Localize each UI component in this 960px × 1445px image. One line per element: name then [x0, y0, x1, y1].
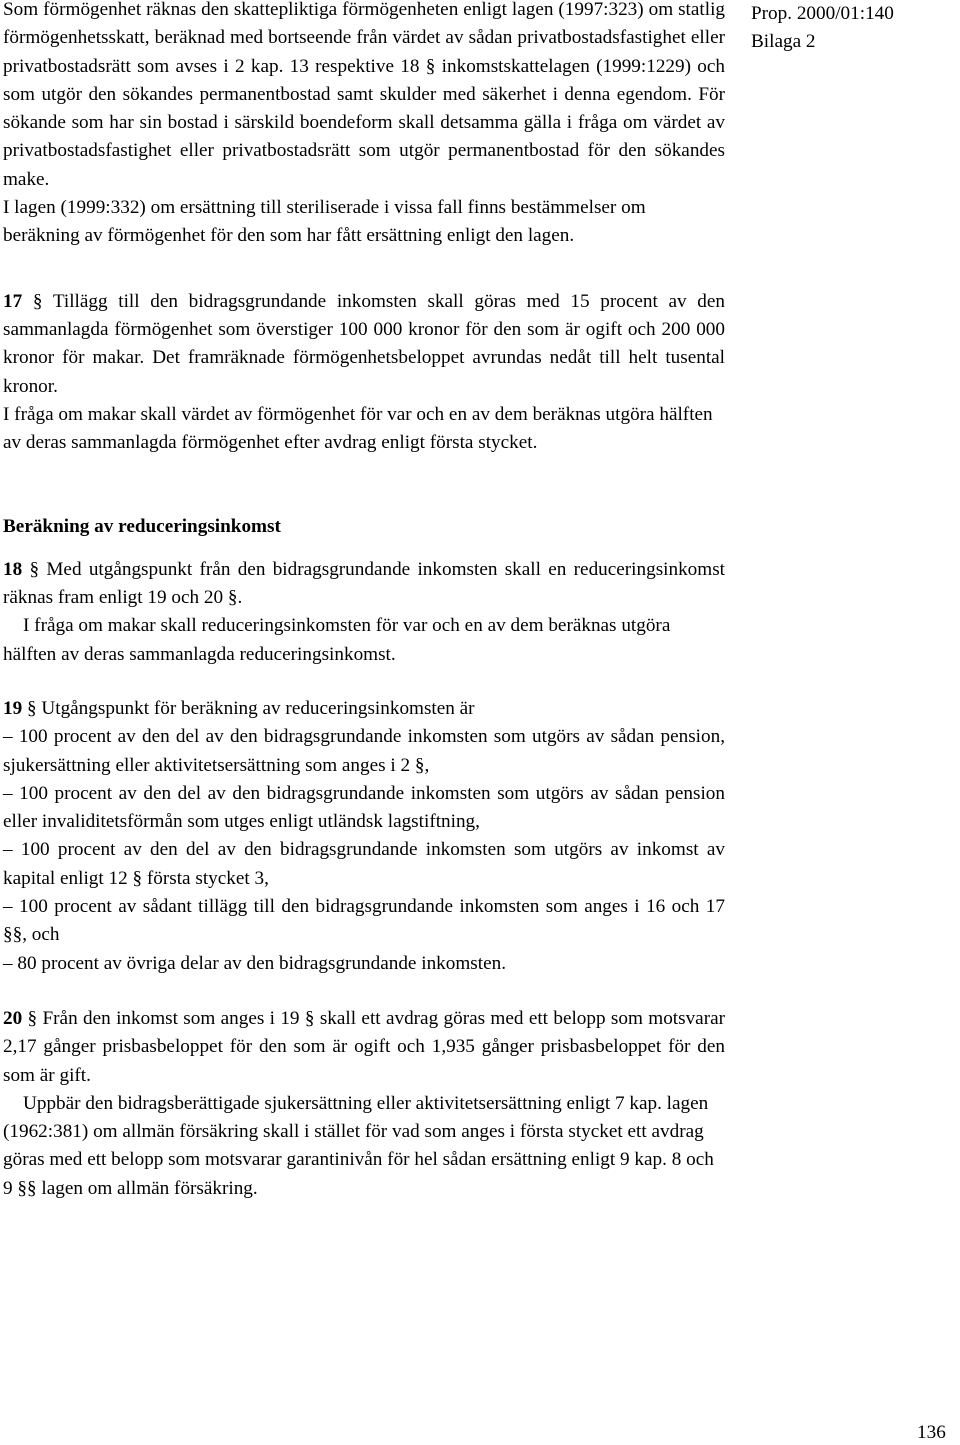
paragraph: I fråga om makar skall reduceringsinkomsten för var och en av dem beräknas utgöra hälften av deras sammanlagda reduceringsinkomst. — [3, 615, 671, 665]
section-paragraph — [3, 695, 725, 723]
section-paragraph — [3, 1005, 725, 1090]
section-number: 20 — [3, 1007, 23, 1029]
section-number: 19 — [3, 697, 23, 719]
section-paragraph — [3, 288, 725, 401]
section-20 — [3, 1005, 725, 1203]
section-number: 18 — [3, 558, 23, 580]
paragraph: Uppbär den bidragsberättigade sjukersättning eller aktivitetsersättning enligt 7 kap. lagen (1962:381) om allmän försäkring skall i stället för vad som anges i första stycket ett avdrag göras med ett belopp som motsvarar garantinivån för hel sådan ersättning enligt 9 kap. 8 och 9 §§ lagen om allmän försäkring. — [3, 1092, 714, 1199]
document-reference — [751, 0, 894, 57]
appendix-label: Bilaga 2 — [751, 31, 816, 53]
section-text: § Med utgångspunkt från den bidragsgrundande inkomsten skall en reduceringsinkomst räknas fram enligt 19 och 20 §. — [3, 558, 725, 609]
section-text: § Utgångspunkt för beräkning av reduceringsinkomsten är — [26, 697, 475, 719]
list-item: – 100 procent av den del av den bidragsgrundande inkomsten som utgörs av sådan pension, sjukersättning eller aktivitetsersättning som anges i 2 §, — [3, 726, 725, 776]
list-item: – 100 procent av den del av den bidragsgrundande inkomsten som utgörs av sådan pension eller invaliditetsförmån som utges enligt utländsk lagstiftning, — [3, 782, 725, 833]
page-number: 136 — [917, 1422, 946, 1443]
page-body — [3, 0, 725, 1203]
section-text: § Från den inkomst som anges i 19 § skall ett avdrag göras med ett belopp som motsvarar 2,17 gånger prisbasbeloppet för den som är ogift och 1,935 gånger prisbasbeloppet för den som är gift. — [3, 1007, 725, 1086]
paragraph: I lagen (1999:332) om ersättning till steriliserade i vissa fall finns bestämmelser om beräkning av förmögenhet för den som har fått ersättning enligt den lagen. — [3, 197, 646, 247]
paragraph: I fråga om makar skall värdet av förmögenhet för var och en av dem beräknas utgöra hälften av deras sammanlagda förmögenhet efter avdrag enligt första stycket. — [3, 403, 713, 454]
section-text: § Tillägg till den bidragsgrundande inkomsten skall göras med 15 procent av den sammanlagda förmögenhet som överstiger 100 000 kronor för den som är ogift och 200 000 kronor för makar. Det framräknade förmögenhetsbeloppet avrundas nedåt till helt tusental kronor. — [3, 290, 725, 397]
section-17 — [3, 288, 725, 458]
section-number: 17 — [3, 290, 23, 312]
list-item: – 100 procent av den del av den bidragsgrundande inkomsten som utgörs av inkomst av kapital enligt 12 § första stycket 3, — [3, 839, 725, 889]
list-item: – 80 procent av övriga delar av den bidragsgrundande inkomsten. — [3, 952, 506, 974]
list-item: – 100 procent av sådant tillägg till den bidragsgrundande inkomsten som anges i 16 och 17 §§, och — [3, 896, 725, 946]
section-paragraph — [3, 556, 725, 613]
section-18 — [3, 556, 725, 669]
proposition-number: Prop. 2000/01:140 — [751, 3, 894, 24]
paragraph: Som förmögenhet räknas den skattepliktiga förmögenheten enligt lagen (1997:323) om statlig förmögenhetsskatt, beräknad med bortseende från värdet av sådan privatbostadsfastighet eller privatbostadsrätt som avses i 2 kap. 13 respektive 18 § inkomstskattelagen (1999:1229) och som utgör den sökandes permanentbostad samt skulder med säkerhet i denna egendom. För sökande som har sin bostad i särskild boendeform skall detsamma gälla i fråga om värdet av privatbostadsfastighet eller privatbostadsrätt som utgör permanentbostad för den sökandes make. — [3, 0, 725, 190]
section-heading: Beräkning av reduceringsinkomst — [3, 516, 281, 538]
section-intro — [3, 0, 725, 251]
section-19 — [3, 695, 725, 978]
